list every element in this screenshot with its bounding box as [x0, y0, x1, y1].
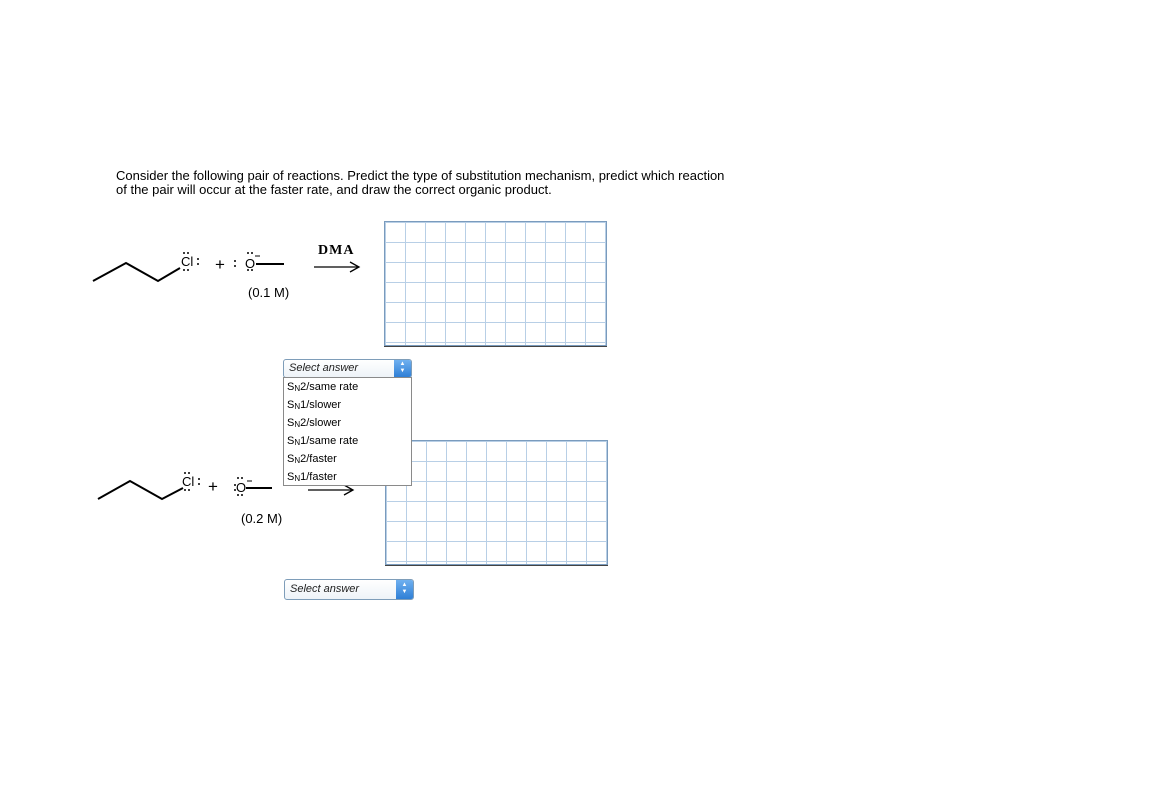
question-line-1: Consider the following pair of reactions. Predict the type of substitution mechanism, predict which reaction — [116, 168, 725, 183]
mechanism-select-1[interactable] — [283, 359, 412, 378]
drawing-canvas-1[interactable] — [384, 221, 607, 346]
option-sn2-same-rate[interactable]: $S_N2$/same rate — [287, 381, 359, 393]
reaction1-solvent: DMA — [318, 243, 355, 258]
reaction2-plus: + — [208, 477, 218, 496]
select-2-value: Select answer — [290, 583, 360, 595]
reaction2-concentration: (0.2 M) — [241, 511, 283, 526]
option-sn2-faster[interactable]: $S_N2$/faster — [287, 453, 337, 465]
reaction1-o-atom: O — [245, 256, 256, 271]
reaction1-structures — [88, 248, 298, 288]
question-text — [116, 169, 796, 197]
option-sn1-faster[interactable]: $S_N1$/faster — [287, 471, 337, 483]
drawing-canvas-2[interactable] — [385, 440, 608, 565]
select-1-value: Select answer — [289, 362, 359, 374]
reaction1-cl-atom: Cl — [181, 254, 194, 269]
reaction1-concentration: (0.1 M) — [248, 285, 290, 300]
reaction1-arrow — [312, 260, 364, 274]
propyl-chain-2 — [98, 481, 183, 499]
mechanism-select-2[interactable] — [284, 579, 414, 600]
reaction2-cl-atom: Cl — [182, 474, 195, 489]
question-line-2: of the pair will occur at the faster rate, and draw the correct organic product. — [116, 182, 552, 197]
option-sn2-slower[interactable]: $S_N2$/slower — [287, 417, 342, 429]
mechanism-dropdown-1 — [283, 377, 412, 486]
propyl-chain-1 — [93, 263, 180, 281]
up-down-arrow-icon[interactable]: ▲ ▼ — [394, 360, 411, 377]
reaction1-plus: + — [215, 255, 225, 274]
option-sn1-slower[interactable]: $S_N1$/slower — [287, 399, 342, 411]
up-down-arrow-icon[interactable]: ▲ ▼ — [396, 580, 413, 599]
option-sn1-same-rate[interactable]: $S_N1$/same rate — [287, 435, 359, 447]
reaction2-structures — [93, 470, 283, 510]
reaction2-o-atom: O — [236, 480, 247, 495]
